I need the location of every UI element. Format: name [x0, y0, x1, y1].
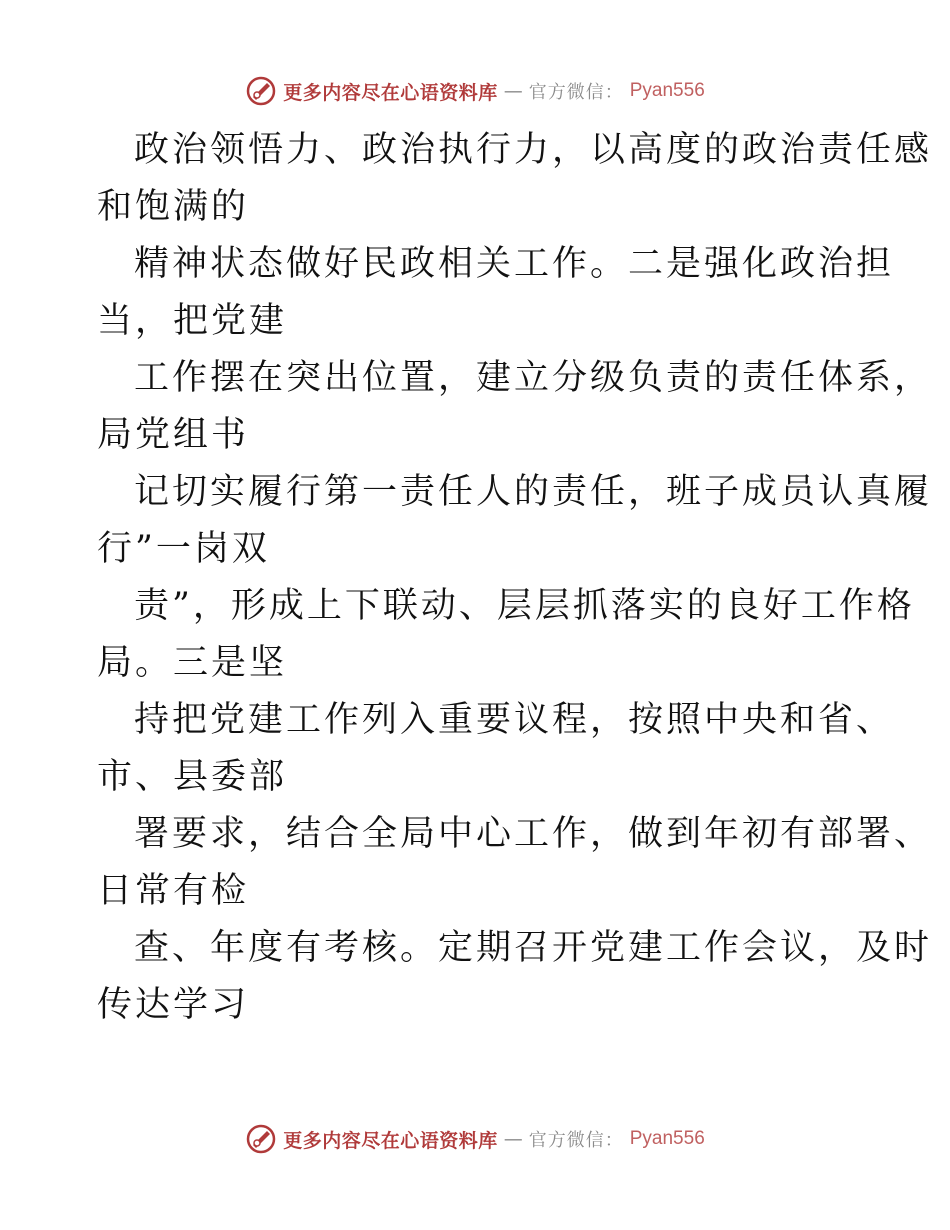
body-line: 传达学习	[97, 985, 250, 1025]
body-line: 市、县委部	[97, 757, 288, 797]
watermark-separator: —	[503, 1128, 523, 1150]
watermark-main-text: 更多内容尽在心语资料库	[283, 81, 498, 104]
body-line: 局党组书	[97, 415, 250, 455]
footer-watermark	[0, 1119, 950, 1159]
body-line: 记切实履行第一责任人的责任，班子成员认真履	[134, 472, 933, 512]
body-line: 持把党建工作列入重要议程，按照中央和省、	[134, 700, 895, 740]
body-line: 查、年度有考核。定期召开党建工作会议，及时	[134, 928, 933, 968]
body-line: 日常有检	[97, 871, 250, 911]
body-line: 和饱满的	[97, 187, 250, 227]
header-watermark	[0, 71, 950, 111]
body-line: 精神状态做好民政相关工作。二是强化政治担	[134, 244, 895, 284]
body-line: 责”，形成上下联动、层层抓落实的良好工作格	[134, 586, 915, 626]
body-line: 当，把党建	[97, 301, 288, 341]
body-line: 行”一岗双	[97, 529, 270, 569]
watermark-main-text: 更多内容尽在心语资料库	[283, 1129, 498, 1152]
body-line: 工作摆在突出位置，建立分级负责的责任体系，	[134, 358, 933, 398]
brand-logo-icon	[245, 75, 277, 107]
watermark-sub-text: 官方微信：	[528, 1130, 624, 1151]
watermark-separator: —	[503, 80, 523, 102]
watermark-group	[245, 1123, 705, 1155]
watermark-wechat-id: Pyan556	[629, 1128, 705, 1149]
body-line: 政治领悟力、政治执行力，以高度的政治责任感	[134, 130, 933, 170]
watermark-group	[245, 75, 705, 107]
body-line: 局。三是坚	[97, 643, 288, 683]
watermark-wechat-id: Pyan556	[629, 80, 705, 101]
body-line: 署要求，结合全局中心工作，做到年初有部署、	[134, 814, 933, 854]
brand-logo-icon	[245, 1123, 277, 1155]
watermark-sub-text: 官方微信：	[528, 82, 624, 103]
